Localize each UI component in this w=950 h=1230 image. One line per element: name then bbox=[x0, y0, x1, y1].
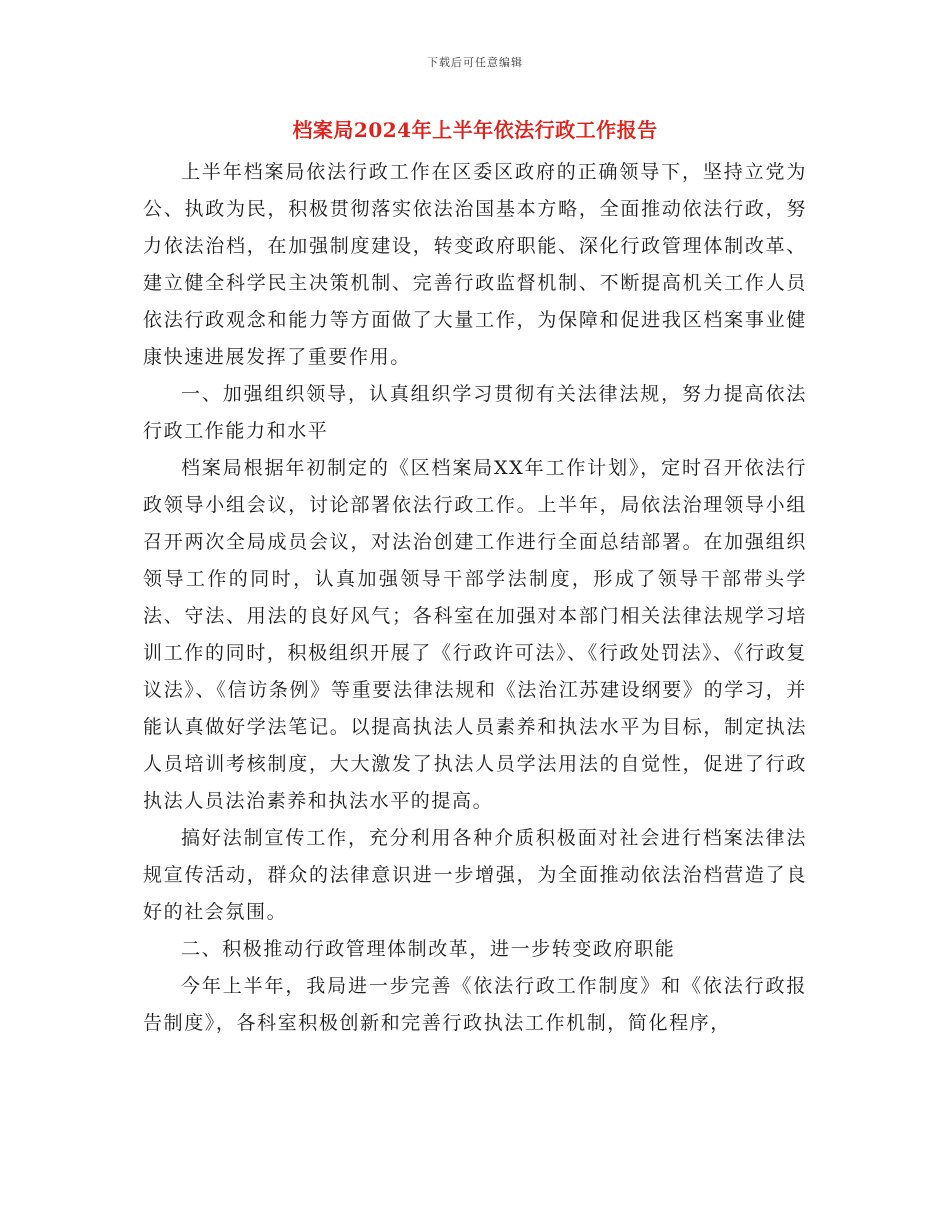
page-header-note: 下载后可任意编辑 bbox=[427, 56, 523, 69]
document-body bbox=[143, 154, 807, 1042]
paragraph-intro: 上半年档案局依法行政工作在区委区政府的正确领导下，坚持立党为公、执政为民，积极贯彻落实依法治国基本方略，全面推动依法行政，努力依法治档，在加强制度建设，转变政府职能、深化行政管理体制改革、建立健全科学民主决策机制、完善行政监督机制、不断提高机关工作人员依法行政观念和能力等方面做了大量工作，为保障和促进我区档案事业健康快速进展发挥了重要作用。 bbox=[143, 161, 807, 368]
paragraph-section-2-body: 今年上半年，我局进一步完善《依法行政工作制度》和《依法行政报告制度》，各科室积极创新和完善行政执法工作机制，简化程序， bbox=[143, 975, 807, 1034]
paragraph-publicity: 搞好法制宣传工作，充分利用各种介质积极面对社会进行档案法律法规宣传活动，群众的法律意识进一步增强，为全面推动依法治档营造了良好的社会氛围。 bbox=[143, 827, 807, 923]
paragraph-section-1-body: 档案局根据年初制定的《区档案局XX年工作计划》，定时召开依法行政领导小组会议，讨论部署依法行政工作。上半年，局依法治理领导小组召开两次全局成员会议，对法治创建工作进行全面总结部署。在加强组织领导工作的同时，认真加强领导干部学法制度，形成了领导干部带头学法、守法、用法的良好风气；各科室在加强对本部门相关法律法规学习培训工作的同时，积极组织开展了《行政许可法》、《行政处罚法》、《行政复议法》、《信访条例》等重要法律法规和《法治江苏建设纲要》的学习，并能认真做好学法笔记。以提高执法人员素养和执法水平为目标，制定执法人员培训考核制度，大大激发了执法人员学法用法的自觉性，促进了行政执法人员法治素养和执法水平的提高。 bbox=[143, 457, 807, 812]
section-heading-2: 二、积极推动行政管理体制改革，进一步转变政府职能 bbox=[181, 938, 676, 960]
document-title: 档案局2024年上半年依法行政工作报告 bbox=[292, 118, 658, 142]
section-heading-1: 一、加强组织领导，认真组织学习贯彻有关法律法规，努力提高依法行政工作能力和水平 bbox=[143, 383, 807, 442]
